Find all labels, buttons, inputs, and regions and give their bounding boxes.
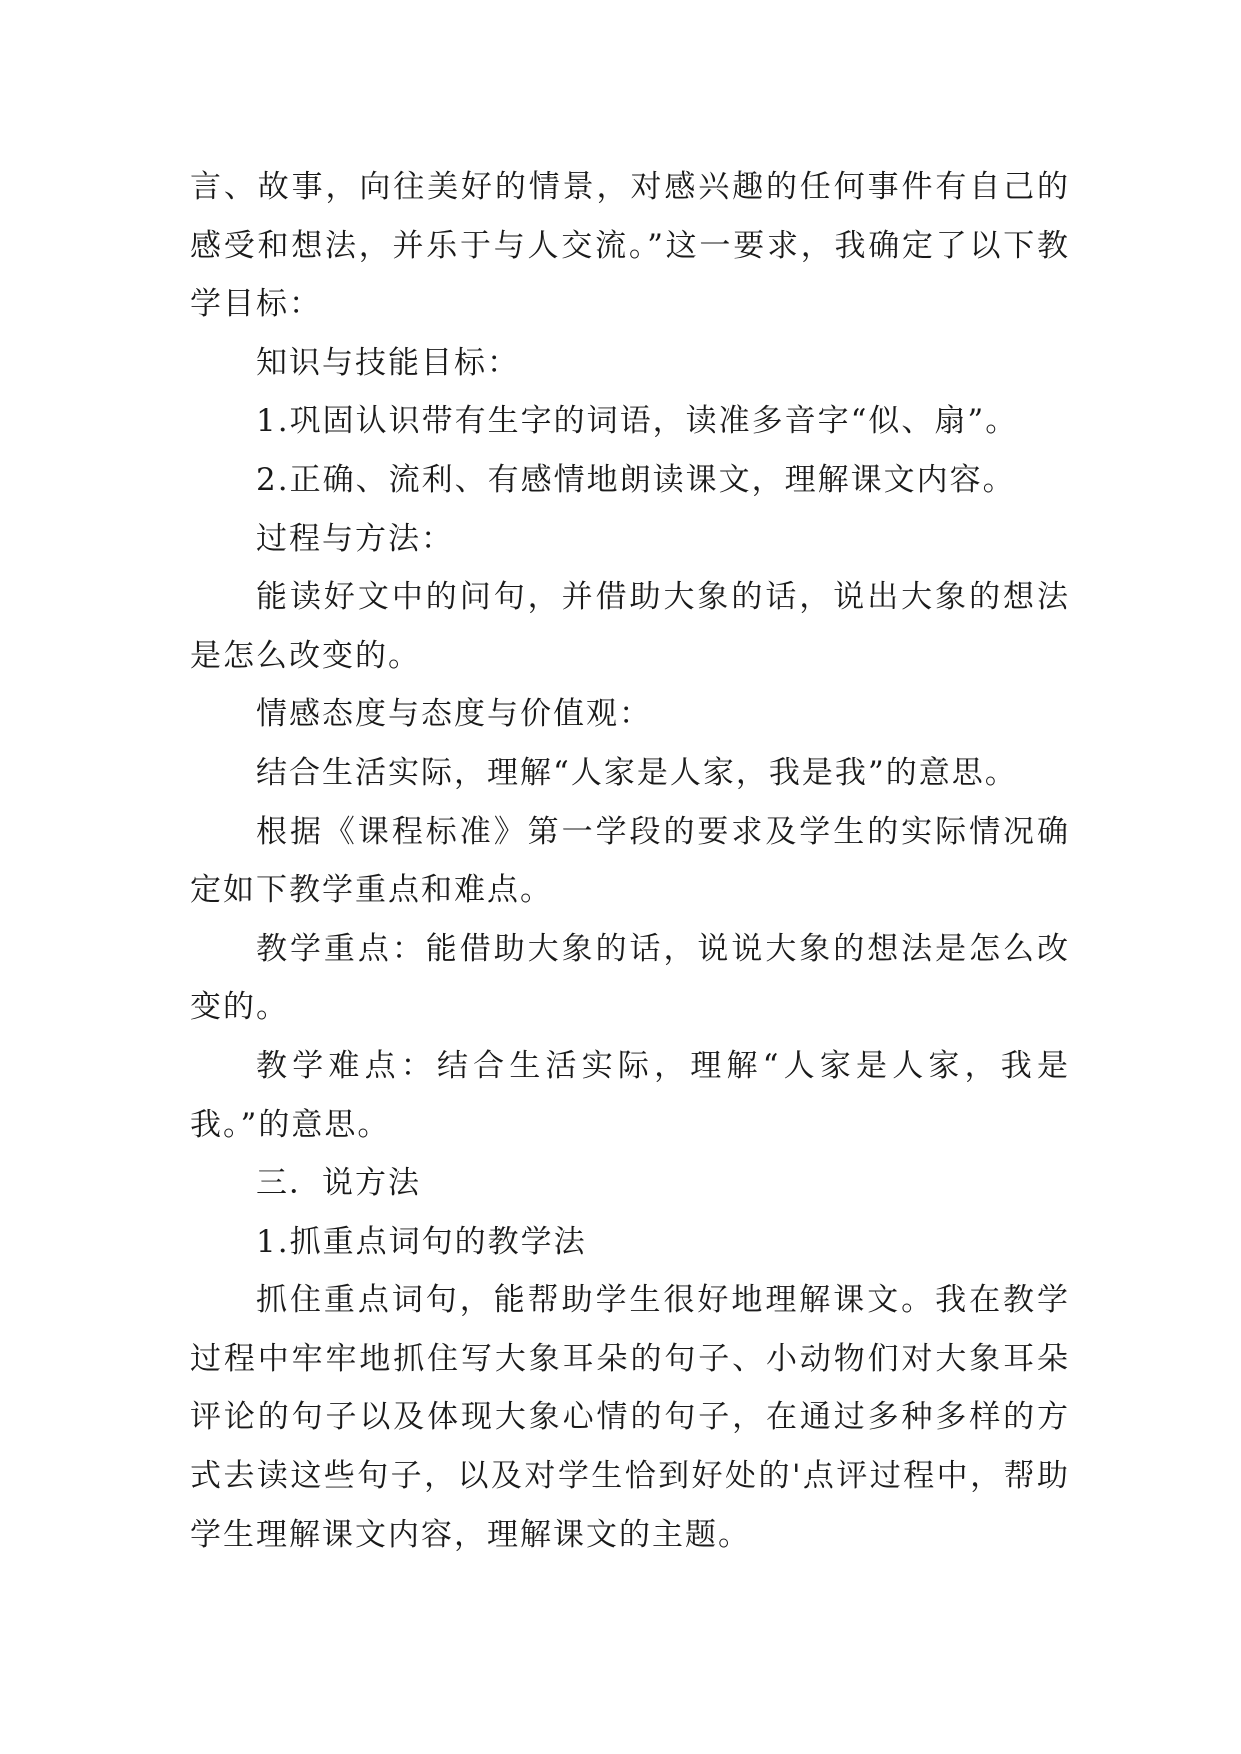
subsection-heading: 1.抓重点词句的教学法 (256, 1223, 587, 1260)
paragraph: 根据《课程标准》第一学段的要求及学生的实际情况确定如下教学重点和难点。 (190, 813, 1070, 909)
paragraph: 知识与技能目标： (256, 344, 520, 381)
paragraph: 教学难点：结合生活实际，理解“人家是人家，我是我。”的意思。 (190, 1047, 1070, 1143)
document-body (190, 158, 1070, 1564)
paragraph: 情感态度与态度与价值观： (256, 696, 652, 733)
paragraph: 教学重点：能借助大象的话，说说大象的想法是怎么改变的。 (190, 930, 1070, 1026)
paragraph: 2.正确、流利、有感情地朗读课文，理解课文内容。 (256, 461, 1016, 498)
paragraph: 1.巩固认识带有生字的词语，读准多音字“似、扇”。 (256, 403, 1019, 440)
paragraph: 言、故事，向往美好的情景，对感兴趣的任何事件有自己的感受和想法，并乐于与人交流。”这一要求，我确定了以下教学目标： (190, 169, 1070, 323)
paragraph: 过程与方法： (256, 520, 454, 557)
paragraph: 能读好文中的问句，并借助大象的话，说出大象的想法是怎么改变的。 (190, 579, 1070, 674)
paragraph: 结合生活实际，理解“人家是人家，我是我”的意思。 (256, 754, 1018, 791)
paragraph: 抓住重点词句，能帮助学生很好地理解课文。我在教学过程中牢牢地抓住写大象耳朵的句子、小动物们对大象耳朵评论的句子以及体现大象心情的句子，在通过多种多样的方式去读这些句子，以及对学生恰到好处的'点评过程中，帮助学生理解课文内容，理解课文的主题。 (190, 1282, 1070, 1553)
section-heading: 三．说方法 (256, 1165, 421, 1202)
